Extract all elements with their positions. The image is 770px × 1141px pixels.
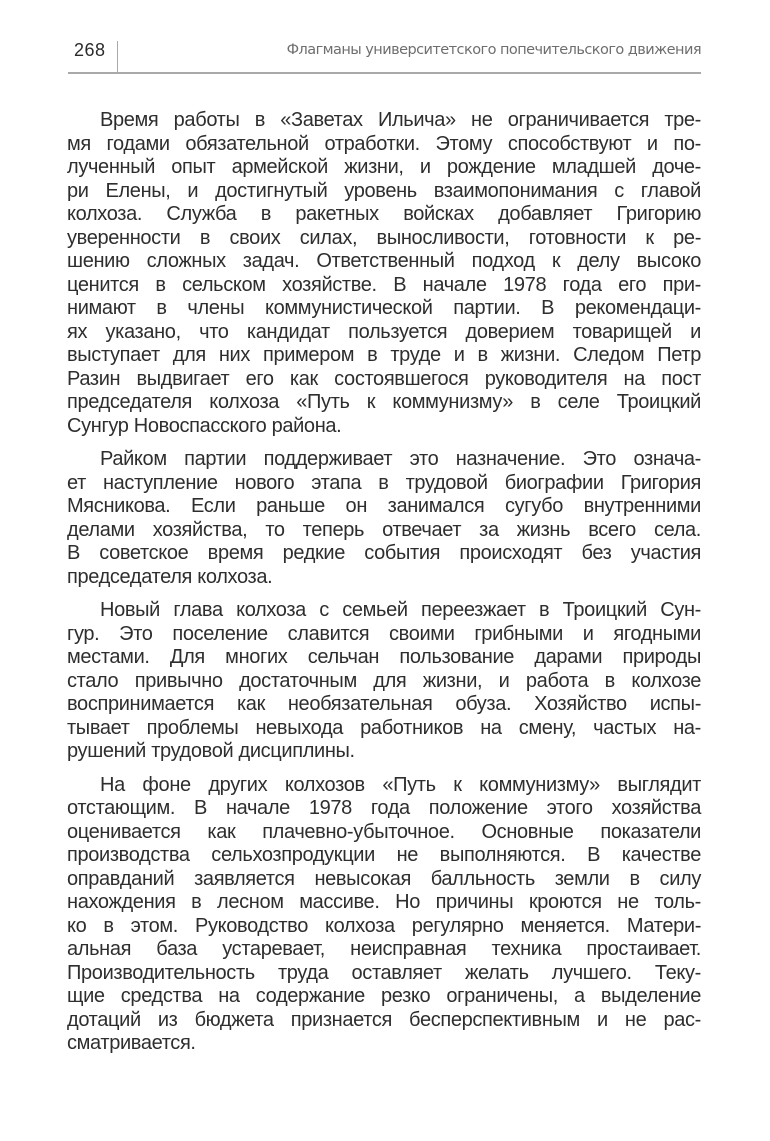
text-line: выступает для них примером в труде и в жизни. Следом Петр (67, 344, 701, 366)
text-line: нахождения в лесном массиве. Но причины кроются не толь- (67, 891, 701, 913)
text-line: стало привычно достаточным для жизни, и работа в колхозе (67, 669, 701, 692)
text-line: производства сельхозпродукции не выполняются. В качестве (67, 844, 701, 866)
text-line: На фоне других колхозов «Путь к коммунизму» выглядит (100, 773, 701, 796)
text-line: дотаций из бюджета признается бесперспективным и не рас- (67, 1008, 701, 1031)
text-line: Производительность труда оставляет желать лучшего. Теку- (67, 961, 701, 984)
paragraph (67, 774, 701, 1056)
text-line: Время работы в «Заветах Ильича» не ограничивается тре- (100, 109, 701, 131)
text-line: лученный опыт армейской жизни, и рождение младшей доче- (67, 156, 701, 178)
text-line: ценится в сельском хозяйстве. В начале 1978 года его при- (67, 273, 701, 296)
text-line: делами хозяйства, то теперь отвечает за жизнь всего села. (67, 518, 701, 541)
text-line: мя годами обязательной отработки. Этому способствуют и по- (67, 132, 701, 155)
text-line: ях указано, что кандидат пользуется доверием товарищей и (67, 320, 701, 343)
page-number: 268 (74, 40, 106, 60)
text-line: председателя колхоза «Путь к коммунизму» в селе Троицкий (67, 391, 701, 413)
text-line: нимают в члены коммунистической партии. В рекомендаци- (67, 297, 701, 319)
text-line: Райком партии поддерживает это назначение. Это означа- (100, 448, 701, 470)
text-line: ет наступление нового этапа в трудовой биографии Григория (67, 471, 701, 494)
text-line: местами. Для многих сельчан пользование дарами природы (67, 646, 701, 668)
body-text (67, 109, 701, 1066)
text-line: В советское время редкие события происходят без участия (67, 542, 701, 564)
running-header (68, 34, 701, 74)
paragraph (67, 599, 701, 764)
text-line: Мясникова. Если раньше он занимался сугубо внутренними (67, 495, 701, 517)
text-line: альная база устаревает, неисправная техника простаивает. (67, 938, 701, 960)
text-line: сматривается. (67, 1032, 196, 1054)
text-line: воспринимается как необязательная обуза. Хозяйство испы- (67, 693, 701, 715)
paragraph (67, 448, 701, 589)
text-line: колхоза. Служба в ракетных войсках добавляет Григорию (67, 203, 701, 225)
text-line: Сунгур Новоспасского района. (67, 414, 342, 437)
text-line: ко в этом. Руководство колхоза регулярно меняется. Матери- (67, 914, 701, 937)
text-line: тывает проблемы невыхода работников на смену, частых на- (67, 716, 701, 739)
text-line: оценивается как плачевно-убыточное. Основные показатели (67, 820, 701, 843)
paragraph (67, 109, 701, 438)
text-line: ри Елены, и достигнутый уровень взаимопонимания с главой (67, 179, 701, 202)
text-line: гур. Это поселение славится своими грибными и ягодными (67, 622, 701, 645)
text-line: председателя колхоза. (67, 565, 273, 588)
text-line: отстающим. В начале 1978 года положение этого хозяйства (67, 797, 701, 819)
text-line: Разин выдвигает его как состоявшегося руководителя на пост (67, 367, 701, 390)
header-separator (117, 41, 118, 72)
text-line: шению сложных задач. Ответственный подход к делу высоко (67, 250, 701, 272)
text-line: рушений трудовой дисциплины. (67, 740, 355, 762)
text-line: оправданий заявляется невысокая балльность земли в силу (67, 867, 701, 890)
text-line: Новый глава колхоза с семьей переезжает в Троицкий Сун- (100, 599, 701, 621)
text-line: щие средства на содержание резко ограничены, а выделение (67, 985, 701, 1007)
running-title: Флагманы университетского попечительского движения (286, 42, 701, 58)
text-line: уверенности в своих силах, выносливости, готовности к ре- (67, 226, 701, 249)
